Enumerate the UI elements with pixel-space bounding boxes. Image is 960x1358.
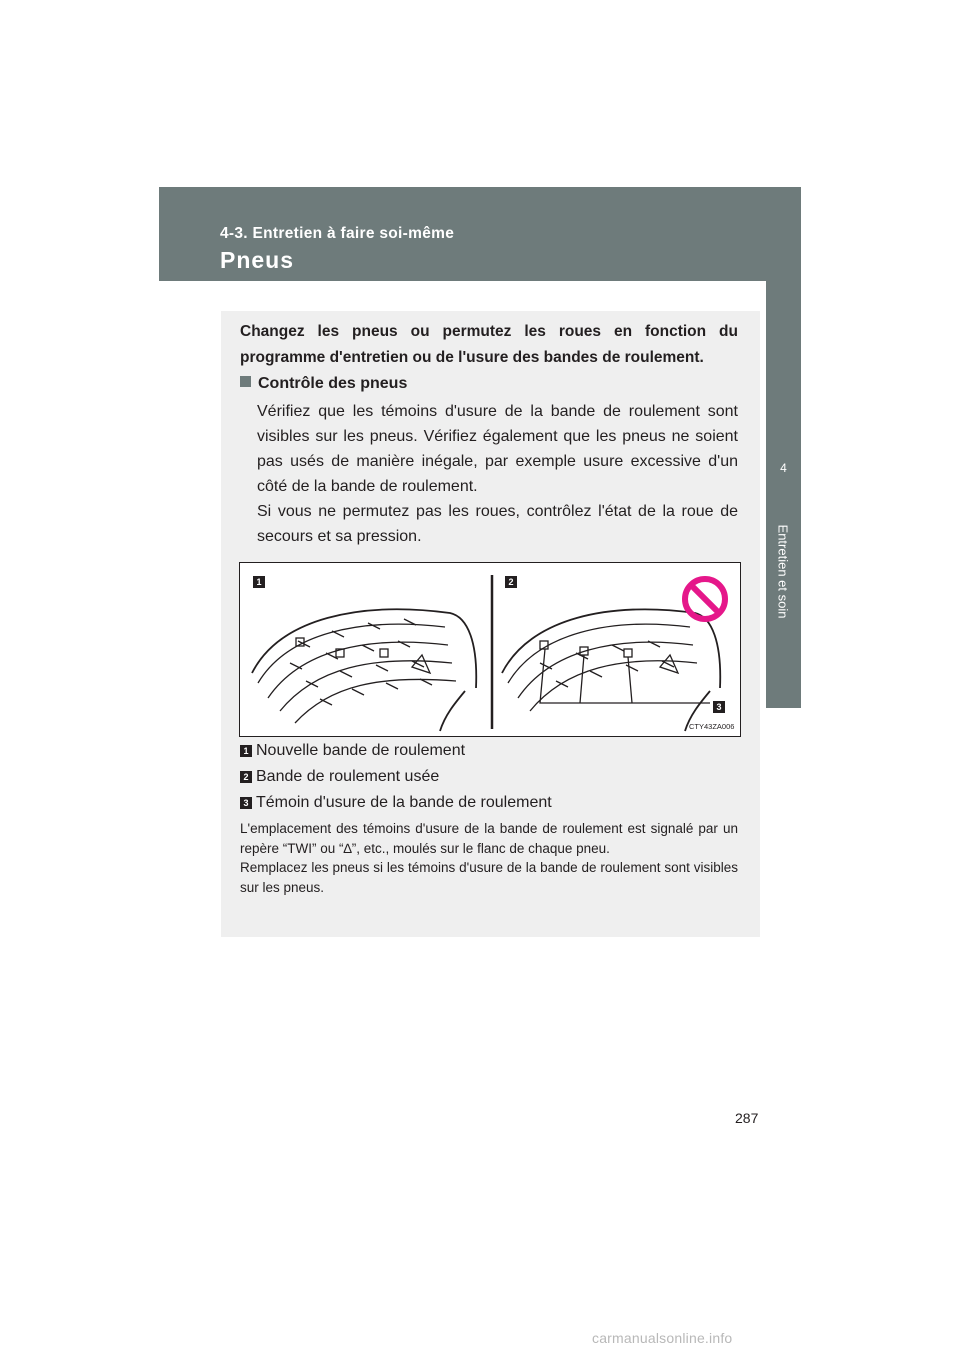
content-panel (221, 311, 760, 937)
subheading-text: Contrôle des pneus (258, 375, 408, 392)
paragraph-tire-check: Vérifiez que les témoins d'usure de la bande de roulement sont visibles sur les pneus. Vérifiez également que les pneus ne soient pas usés de manière inégale, par exemple usure excessive d'un côté de la bande de roulement. (257, 403, 738, 495)
intro-text: Changez les pneus ou permutez les roues en fonction du programme d'entretien ou de l'usure des bandes de roulement. (240, 323, 738, 366)
legend-text-2: Bande de roulement usée (256, 768, 440, 785)
legend-badge-3: 3 (240, 797, 252, 809)
legend-item-1 (240, 740, 465, 762)
note-text-1: L'emplacement des témoins d'usure de la bande de roulement est signalé par un repère “TWI” ou “∆”, etc., moulés sur le flanc de chaque pneu. (240, 821, 738, 856)
subheading (240, 373, 407, 395)
legend-item-2 (240, 766, 439, 788)
note-twi-location (240, 819, 738, 897)
note-text-2: Remplacez les pneus si les témoins d'usure de la bande de roulement sont visibles sur les pneus. (240, 860, 738, 895)
legend-badge-1: 1 (240, 745, 252, 757)
tire-illustration (240, 563, 740, 736)
legend-badge-2: 2 (240, 771, 252, 783)
figure-badge-2: 2 (505, 576, 517, 588)
paragraph-spare-wheel: Si vous ne permutez pas les roues, contrôlez l'état de la roue de secours et sa pression. (257, 503, 738, 545)
chapter-side-tab[interactable] (766, 281, 801, 708)
new-tread-tire (252, 609, 476, 731)
section-label: 4-3. Entretien à faire soi-même (220, 225, 455, 242)
tire-tread-figure (239, 562, 741, 737)
figure-badge-3: 3 (713, 701, 725, 713)
legend-text-1: Nouvelle bande de roulement (256, 742, 466, 759)
figure-badge-1: 1 (253, 576, 265, 588)
page-number: 287 (735, 1110, 759, 1126)
figure-code: CTY43ZA006 (689, 722, 735, 731)
legend-item-3 (240, 792, 552, 814)
chapter-label: Entretien et soin (775, 524, 791, 619)
chapter-number: 4 (780, 461, 787, 475)
section-header (159, 187, 801, 281)
legend-text-3: Témoin d'usure de la bande de roulement (256, 794, 552, 811)
footer (0, 1318, 960, 1358)
page-title: Pneus (220, 247, 295, 273)
square-bullet-icon (240, 376, 251, 387)
watermark: carmanualsonline.info (592, 1330, 733, 1346)
worn-tread-tire (502, 609, 720, 731)
prohibition-icon (685, 579, 725, 619)
